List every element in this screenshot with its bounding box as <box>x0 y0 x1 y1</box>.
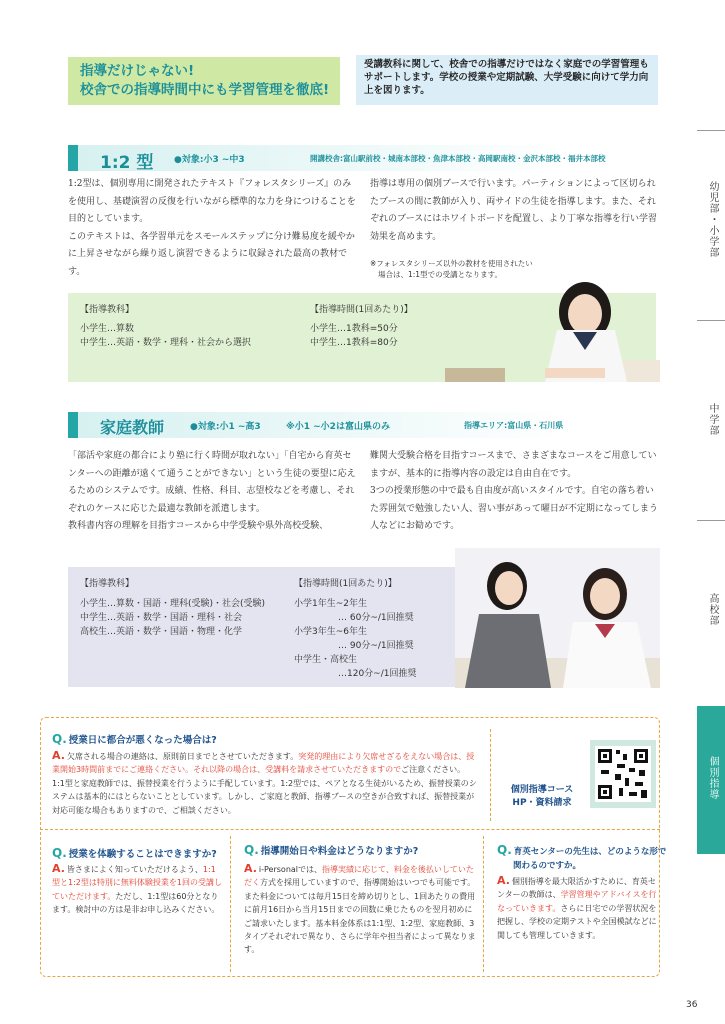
course1-times <box>310 303 413 350</box>
faq3-question: Q. 指導開始日や料金はどうなりますか? <box>244 843 419 857</box>
faq3-question-text: 指導開始日や料金はどうなりますか? <box>260 846 419 857</box>
answer-emphasis: 学習管理やアドバイスを行なっていきます。 <box>497 890 657 913</box>
time-line: 中学生・高校生 <box>294 655 358 665</box>
faq4-answer: A. 個別指導を最大限活かすために、育英センターの教師は、学習管理やアドバイスを行なっていきます。さらに日宅での学習状況を把握し、学校の定期テストや全国模試などに関しても管理していきます。 <box>497 874 657 940</box>
tutor-photo <box>455 548 660 688</box>
answer-emphasis: 突発的理由により欠席せざるをえない場合は、授業開始3時間前までにご連絡ください。それ以降の場合は、受講料を請求させていただきますので <box>52 752 475 775</box>
note-line: 場合は、1:1型での受講となります。 <box>378 270 502 279</box>
course2-right-text <box>370 448 660 536</box>
time-line: 中学生…1教科=80分 <box>310 338 398 348</box>
course2-name: 家庭教師 <box>100 418 165 437</box>
time-line: … 90分~/1回推奨 <box>338 641 414 651</box>
side-tab-elementary[interactable] <box>697 130 725 321</box>
hero-line1: 指導だけじゃない! <box>80 63 195 79</box>
answer-text: 方式を採用していますので、指導開始はいつでも可能です。また料金については毎月15日を締め切りとし、1回あたりの費用に前月16日から当月15日までの回数に乗じたものを翌月初めにご請求いたします。基本料金体系は1:1型、1:2型、家庭教師、3タイプそれぞれで異なり、さらに学年や担当者によって異なります。 <box>244 878 476 955</box>
page-number: 36 <box>686 1000 698 1010</box>
answer-emphasis: 指導実績に応じて、料金を後払いしていただく <box>244 865 474 888</box>
answer-text: ご注意ください。1:1型と家庭教師では、振替授業を行うように手配しています。1:2型では、ペアとなる生徒がいるため、振替授業のシステムは基本的にはとらないこととしています。しかし、ご家庭と教師、指導ブースの空きが合致すれば、振替授業が対応可能な場合もありますので、ご相談ください。 <box>52 765 477 815</box>
note-line: ※フォレスタシリーズ以外の教材を使用されたい <box>370 259 533 268</box>
faq4-question-text: 育英センターの先生は、どのような形で <box>513 847 667 857</box>
side-tab-individual[interactable] <box>697 706 725 854</box>
subject-line: 高校生…英語・数学・国語・物理・化学 <box>80 627 243 637</box>
course2-area: 指導エリア:富山県・石川県 <box>464 421 564 430</box>
paragraph: 3つの授業形態の中で最も自由度が高いスタイルです。自宅の落ち着いた雰囲気で勉強したい人、習い事があって曜日が不定期になってしまう人などにお勧めです。 <box>370 486 658 532</box>
course2-target: ●対象:小1 ~高3 <box>190 422 261 432</box>
side-tab-label: 高校部 <box>707 593 718 626</box>
subject-line: 中学生…英語・数学・理科・社会から選択 <box>80 338 252 348</box>
side-tab-high-school[interactable] <box>697 520 725 707</box>
faq3-answer: A. i-Personalでは、指導実績に応じて、料金を後払いしていただく方式を採用していますので、指導開始はいつでも可能です。また料金については毎月15日を締め切りとし、1回あたりの費用に前月16日から当月15日までの回数に乗じたものを翌月初めにご請求いたします。基本料金体系は1:1型、1:2型、家庭教師、3タイプそれぞれで異なり、さらに学年や担当者によって異なります。 <box>244 862 476 955</box>
course2-header <box>68 412 656 438</box>
paragraph: 指導は専用の個別ブースで行います。パーティションによって区切られたブースの間に教師が入り、両サイドの生徒を指導します。また、それぞれのブースにはホワイトボードを配置し、より丁寧な指導を行い学習効果を高めます。 <box>370 179 658 242</box>
faq-divider <box>230 836 231 972</box>
course2-target-note: ※小1 ~小2は富山県のみ <box>286 422 390 432</box>
hero-banner <box>68 57 340 105</box>
faq1-answer: A. 欠席される場合の連絡は、原則前日までとさせていただきます。突発的理由により欠席せざるをえない場合は、授業開始3時間前までにご連絡ください。それ以降の場合は、受講料を請求させていただきますのでご注意ください。1:1型と家庭教師では、振替授業を行うように手配しています。1:2型では、ペアとなる生徒がいるため、振替授業のシステムは基本的にはとらないこととしています。しかし、ご家庭と教師、指導ブースの空きが合致すれば、振替授業が対応可能な場合もありますので、ご相談ください。 <box>52 749 477 815</box>
time-title: 【指導時間(1回あたり)】 <box>310 305 413 315</box>
side-tab-junior-high[interactable] <box>697 320 725 521</box>
paragraph: このテキストは、各学習単元をスモールステップに分け難易度を緩やかに上昇させながら繰り返し演習できるように収録された最高の教材です。 <box>68 231 355 277</box>
time-line: …120分~/1回推奨 <box>338 669 417 679</box>
side-tab-label: 個別指導 <box>707 756 718 800</box>
time-line: 小学1年生~2年生 <box>294 599 367 609</box>
faq-divider <box>490 729 491 821</box>
qr-label-line1: 個別指導コース <box>510 785 574 795</box>
course1-name: 1:2 型 <box>100 153 154 173</box>
qr-code-icon <box>595 746 651 802</box>
faq4-question: Q. 育英センターの先生は、どのような形で 関わるのですか。 <box>497 843 667 871</box>
faq4-question-text: 関わるのですか。 <box>513 861 582 871</box>
course1-left-text <box>68 176 358 282</box>
qr-label-line2: HP・資料請求 <box>512 798 572 808</box>
course1-header <box>68 145 656 171</box>
subject-line: 中学生…英語・数学・国語・理科・社会 <box>80 613 243 623</box>
answer-text: 欠席される場合の連絡は、原則前日までとさせていただきます。 <box>66 752 299 761</box>
side-tab-label: 中学部 <box>707 403 718 436</box>
paragraph: 難関大受験合格を目指すコースまで、さまざまなコースをご用意していますが、基本的に指導内容の設定は自由自在です。 <box>370 451 657 479</box>
course1-subjects <box>80 303 251 350</box>
faq-divider <box>40 829 660 830</box>
time-title: 【指導時間(1回あたり)】 <box>294 579 397 589</box>
time-line: 小学3年生~6年生 <box>294 627 367 637</box>
course1-target: ●対象:小3 ~中3 <box>174 155 245 165</box>
course1-right-text <box>370 176 660 246</box>
side-tab-label: 幼児部・小学部 <box>707 181 718 258</box>
course1-schools: 開講校舎:富山駅前校・城南本部校・魚津本部校・高岡駅南校・金沢本部校・福井本部校 <box>310 154 606 163</box>
time-line: 小学生…1教科=50分 <box>310 324 398 334</box>
answer-text: ただし、1:1型は60分となります。検討中の方は是非お申し込みください。 <box>52 891 220 915</box>
answer-emphasis: 1:1型と1:2型は特別に無料体験授業を1回の受講していただけます。 <box>52 865 222 901</box>
course2-subjects <box>80 577 265 639</box>
faq2-question-text: 授業を体験することはできますか? <box>68 849 217 860</box>
faq1-question: Q. 授業日に都合が悪くなった場合は? <box>52 732 217 746</box>
subject-line: 小学生…算数・国語・理科(受験)・社会(受験) <box>80 599 266 609</box>
intro-text: 受講教科に関して、校舎での指導だけではなく家庭での学習管理もサポートします。学校の授業や定期試験、大学受験に向けて学力向上を図ります。 <box>356 55 658 105</box>
faq2-question: Q. 授業を体験することはできますか? <box>52 846 217 860</box>
answer-text: 個別指導を最大限活かすために、育英センターの教師は、 <box>497 877 656 900</box>
course2-times <box>294 577 416 681</box>
paragraph: 教科書内容の理解を目指すコースから中学受験や県外高校受験、 <box>68 521 329 532</box>
answer-text: i-Personalでは、 <box>258 865 323 874</box>
course2-left-text <box>68 448 358 536</box>
subject-line: 小学生…算数 <box>80 324 135 334</box>
qr-label <box>497 784 587 810</box>
answer-text: 皆さまによく知っていただけるよう、 <box>66 865 203 874</box>
faq1-question-text: 授業日に都合が悪くなった場合は? <box>68 735 217 746</box>
paragraph: 「部活や家庭の都合により塾に行く時間が取れない」「自宅から育英センターへの距離が遠くて通うことができない」という生徒の要望に応えるためのシステムです。成績、性格、科目、志望校などを考慮し、それぞれのケースに応じた最適な教師を派遣します。 <box>68 451 356 514</box>
hero-line2: 校舎での指導時間中にも学習管理を徹底! <box>80 82 330 98</box>
faq-divider <box>483 836 484 972</box>
subjects-title: 【指導教科】 <box>80 305 135 315</box>
qr-code-link[interactable] <box>590 740 656 808</box>
subjects-title: 【指導教科】 <box>80 579 135 589</box>
answer-text: さらに日宅での学習状況を把握し、学校の定期テストや全国模試などに関しても管理していきます。 <box>497 903 657 940</box>
paragraph: 1:2型は、個別専用に開発されたテキスト『フォレスタシリーズ』のみを使用し、基礎演習の反復を行いながら標準的な力を身につけることを目的としています。 <box>68 179 356 225</box>
student-photo <box>445 270 660 382</box>
time-line: … 60分~/1回推奨 <box>338 613 414 623</box>
faq2-answer: A. 皆さまによく知っていただけるよう、1:1型と1:2型は特別に無料体験授業を1回の受講していただけます。ただし、1:1型は60分となります。検討中の方は是非お申し込みください。 <box>52 862 222 915</box>
